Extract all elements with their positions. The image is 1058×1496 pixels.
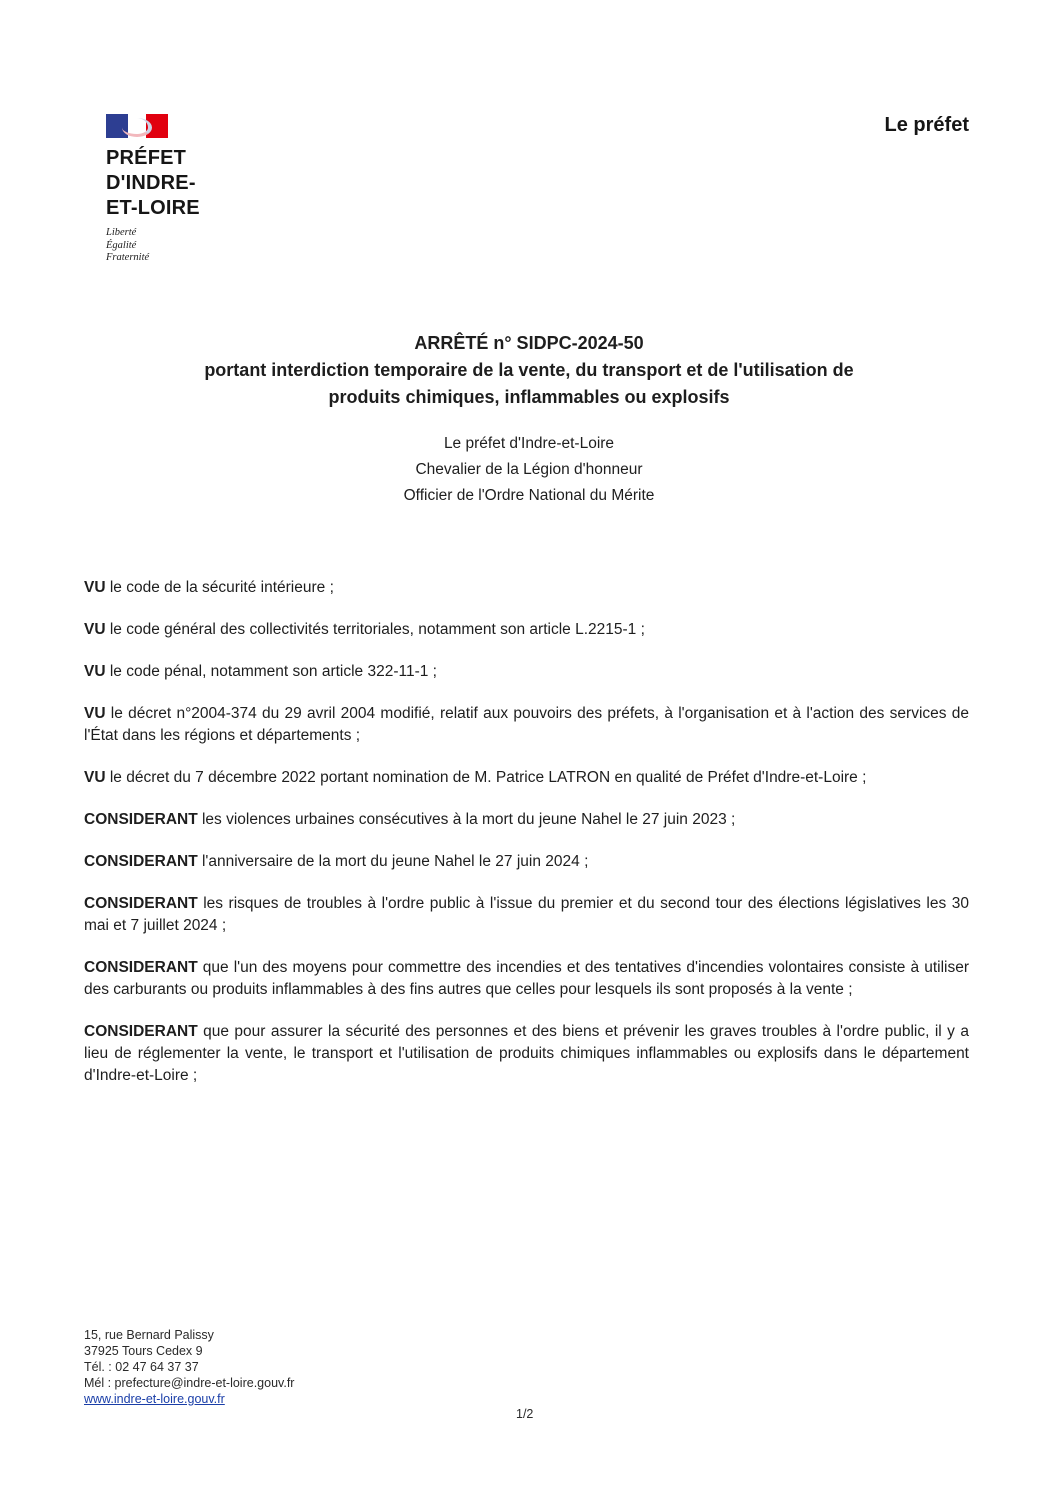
- decree-subject-line-1: portant interdiction temporaire de la vente, du transport et de l'utilisation de: [204, 360, 854, 380]
- legal-paragraph: VU le code pénal, notamment son article 322-11-1 ;: [84, 663, 437, 680]
- website-link[interactable]: www.indre-et-loire.gouv.fr: [84, 1392, 225, 1406]
- legal-paragraph: VU le code général des collectivités territoriales, notamment son article L.2215-1 ;: [84, 621, 645, 638]
- legal-paragraph: CONSIDERANT l'anniversaire de la mort du jeune Nahel le 27 juin 2024 ;: [84, 853, 589, 870]
- decree-subject-line-2: produits chimiques, inflammables ou explosifs: [328, 387, 730, 407]
- address-line: 15, rue Bernard Palissy: [84, 1328, 214, 1342]
- authority-line: Chevalier de la Légion d'honneur: [415, 461, 643, 478]
- legal-paragraph: CONSIDERANT les violences urbaines consécutives à la mort du jeune Nahel le 27 juin 2023 ;: [84, 811, 736, 828]
- authority-line: Le préfet d'Indre-et-Loire: [443, 435, 615, 452]
- prefecture-name: PRÉFET D'INDRE- ET-LOIRE: [106, 147, 200, 219]
- legal-paragraph: VU le décret n°2004-374 du 29 avril 2004 modifié, relatif aux pouvoirs des préfets, à l'organisation et à l'action des services de l'État dans les régions et départements ;: [84, 705, 969, 744]
- document-title: [84, 330, 974, 411]
- legal-paragraph: CONSIDERANT les risques de troubles à l'ordre public à l'issue du premier et du second tour des élections législatives les 30 mai et 7 juillet 2024 ;: [84, 895, 969, 934]
- page-number: 1/2: [516, 1407, 534, 1421]
- legal-paragraph: VU le décret du 7 décembre 2022 portant nomination de M. Patrice LATRON en qualité de Préfet d'Indre-et-Loire ;: [84, 769, 867, 786]
- legal-paragraph: CONSIDERANT que l'un des moyens pour commettre des incendies et des tentatives d'incendies volontaires consiste à utiliser des carburants ou produits inflammables à des fins autres que celles pour lesquels ils sont proposés à la vente ;: [84, 959, 969, 998]
- email-line: Mél : prefecture@indre-et-loire.gouv.fr: [84, 1376, 295, 1390]
- authority-line: Officier de l'Ordre National du Mérite: [403, 487, 655, 504]
- contact-footer: [84, 1327, 294, 1407]
- phone-line: Tél. : 02 47 64 37 37: [84, 1360, 199, 1374]
- prefecture-logo: [106, 114, 246, 265]
- issuer-label: Le préfet: [884, 114, 969, 136]
- legal-paragraph: CONSIDERANT que pour assurer la sécurité des personnes et des biens et prévenir les graves troubles à l'ordre public, il y a lieu de réglementer la vente, le transport et l'utilisation de produits chimiques inflammables ou explosifs dans le département d'Indre-et-Loire ;: [84, 1023, 969, 1084]
- decree-number: ARRÊTÉ n° SIDPC-2024-50: [414, 333, 644, 353]
- decree-body: [84, 577, 969, 1107]
- republic-motto: Liberté Égalité Fraternité: [106, 227, 150, 263]
- authority-block: [84, 431, 974, 509]
- address-line: 37925 Tours Cedex 9: [84, 1344, 203, 1358]
- marianne-flag-icon: [106, 114, 168, 138]
- legal-paragraph: VU le code de la sécurité intérieure ;: [84, 579, 334, 596]
